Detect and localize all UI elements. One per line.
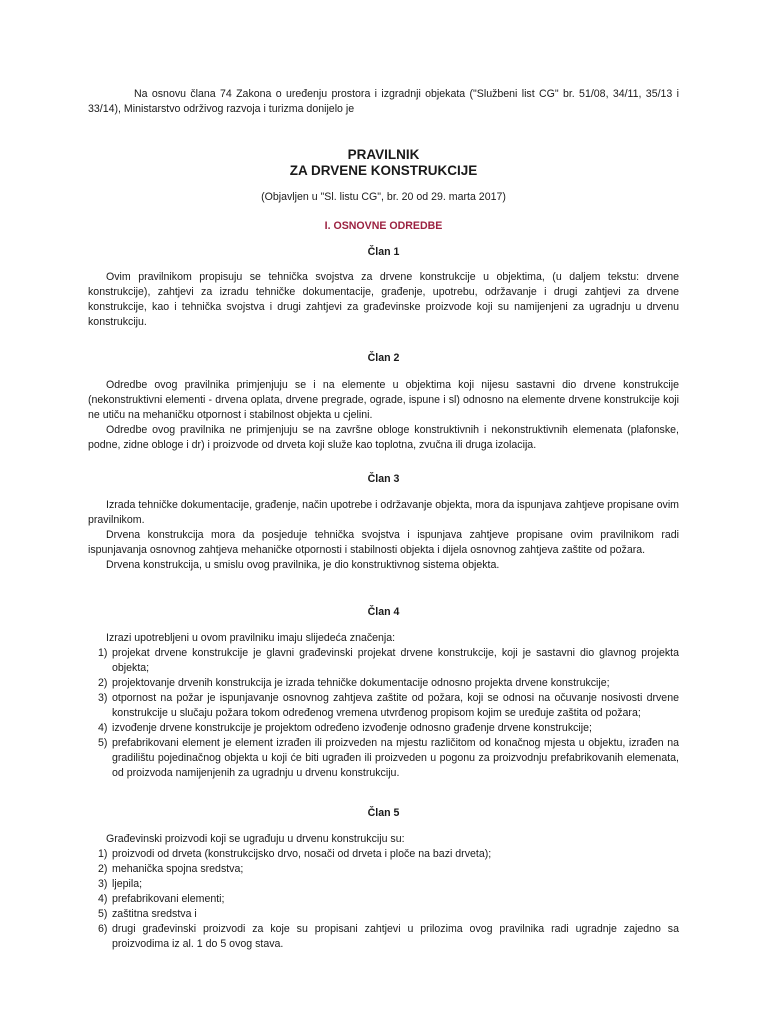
article-1-heading: Član 1 [367,246,400,258]
list-item-number: 2) [98,863,108,875]
article-3-body [88,498,679,573]
article-5-heading-block [88,806,679,821]
list-item-text: otpornost na požar je ispunjavanje osnovnog zahtjeva zaštite od požara, koji se odnosi na očuvanje nosivosti drvene konstrukcije u slučaju požara tokom određenog vremena utvrđenog propisom kojim se uređuje zaštita od požara; [112,692,679,719]
article-2-paragraph-2: Odredbe ovog pravilnika ne primjenjuju se na završne obloge konstruktivnih i nekonstruktivnih elemenata (plafonske, podne, zidne obloge i dr) i proizvode od drveta koji služe kao toplotna, zvučna ili druga izolacija. [88,424,679,451]
article-3-paragraph-2: Drvena konstrukcija mora da posjeduje tehnička svojstva i ispunjava zahtjeve propisane ovim pravilnikom radi ispunjavanja osnovnog zahtjeva mehaničke otpornosti i stabilnosti objekta i dijela osnovnog zahtjeva zaštite od požara. [88,529,679,556]
list-item-text: prefabrikovani element je element izrađen ili proizveden na mjestu različitom od konačnog mjesta u objektu, izrađen na gradilištu pojedinačnog objekta u koji će biti ugrađen ili proizveden u pogonu za proizvodnju prefabrikovanih elemenata, od proizvoda namijenjenih za ugradnju u drvenu konstrukciju. [112,737,679,779]
list-item-number: 1) [98,848,108,860]
article-4-body [88,631,679,781]
publication-note: (Objavljen u "Sl. listu CG", br. 20 od 29. marta 2017) [261,191,506,203]
list-item-text: drugi građevinski proizvodi za koje su propisani zahtjevi u prilozima ovog pravilnika radi ugradnje zajedno sa proizvodima iz al. 1 do 5 ovog stava. [112,923,679,950]
article-3-heading-block [88,472,679,487]
list-item [88,922,679,952]
article-3-paragraph-1: Izrada tehničke dokumentacije, građenje, način upotrebe i održavanje objekta, mora da ispunjava zahtjeve propisane ovim pravilnikom. [88,499,679,526]
article-1-paragraph: Ovim pravilnikom propisuju se tehnička svojstva za drvene konstrukcije u objektima, (u daljem tekstu: drvene konstrukcije), zahtjevi za izradu tehničke dokumentacije, građenje, upotrebu, održavanje i drugi zahtjevi za drvene konstrukcije, kao i tehnička svojstva i drugi zahtjevi za građevinske proizvode koji su namijenjeni za ugradnju u drvenu konstrukciju. [88,271,679,328]
title-block [88,147,679,179]
list-item-text: proizvodi od drveta (konstrukcijsko drvo, nosači od drveta i ploče na bazi drveta); [112,848,492,860]
article-3-paragraph-3: Drvena konstrukcija, u smislu ovog pravilnika, je dio konstruktivnog sistema objekta. [106,559,500,571]
article-2-body [88,378,679,453]
article-4-heading-block [88,605,679,620]
intro-block [88,87,679,117]
list-item-text: projektovanje drvenih konstrukcija je izrada tehničke dokumentacije odnosno projekta drvene konstrukcije; [112,677,610,689]
article-2-heading: Član 2 [367,352,400,364]
list-item-number: 3) [98,692,108,704]
list-item-text: mehanička spojna sredstva; [112,863,244,875]
chapter-heading: I. OSNOVNE ODREDBE [324,220,443,232]
list-item-text: prefabrikovani elementi; [112,893,225,905]
article-5-body [88,832,679,952]
list-item-number: 4) [98,893,108,905]
article-5-products-list [88,847,679,952]
list-item [88,892,679,907]
article-1-heading-block [88,245,679,260]
list-item [88,676,679,691]
list-item [88,736,679,781]
publication-note-block [88,190,679,205]
list-item-text: zaštitna sredstva i [112,908,197,920]
chapter-block [88,219,679,234]
list-item [88,646,679,676]
list-item [88,721,679,736]
list-item-text: izvođenje drvene konstrukcije je projektom određeno izvođenje odnosno građenje drvene konstrukcije; [112,722,592,734]
article-5-lead: Građevinski proizvodi koji se ugrađuju u drvenu konstrukciju su: [106,833,405,845]
list-item-text: projekat drvene konstrukcije je glavni građevinski projekat drvene konstrukcije, koji je sastavni dio glavnog projekta objekta; [112,647,679,674]
list-item-number: 5) [98,908,108,920]
list-item-text: ljepila; [112,878,143,890]
document-subtitle: ZA DRVENE KONSTRUKCIJE [289,163,478,178]
article-3-heading: Član 3 [367,473,400,485]
article-1-body [88,270,679,330]
list-item [88,877,679,892]
intro-paragraph: Na osnovu člana 74 Zakona o uređenju prostora i izgradnji objekata ("Službeni list CG" br. 51/08, 34/11, 35/13 i 33/14), Ministarstvo održivog razvoja i turizma donijelo je [88,88,679,115]
list-item-number: 6) [98,923,108,935]
list-item [88,907,679,922]
article-2-paragraph-1: Odredbe ovog pravilnika primjenjuju se i na elemente u objektima koji nijesu sastavni dio drvene konstrukcije (nekonstruktivni elementi - drvena oplata, drvene pregrade, ograde, ispune i sl) odnosno na elemente drvene konstrukcije koji ne utiču na mehaničku otpornost i stabilnost objekta u cjelini. [88,379,679,421]
list-item [88,862,679,877]
list-item-number: 1) [98,647,108,659]
list-item-number: 5) [98,737,108,749]
list-item-number: 3) [98,878,108,890]
list-item-number: 4) [98,722,108,734]
article-4-lead: Izrazi upotrebljeni u ovom pravilniku imaju slijedeća značenja: [106,632,396,644]
list-item [88,847,679,862]
document-title: PRAVILNIK [347,147,420,162]
list-item [88,691,679,721]
list-item-number: 2) [98,677,108,689]
article-4-heading: Član 4 [367,606,400,618]
article-2-heading-block [88,351,679,366]
article-4-definitions-list [88,646,679,781]
article-5-heading: Član 5 [367,807,400,819]
